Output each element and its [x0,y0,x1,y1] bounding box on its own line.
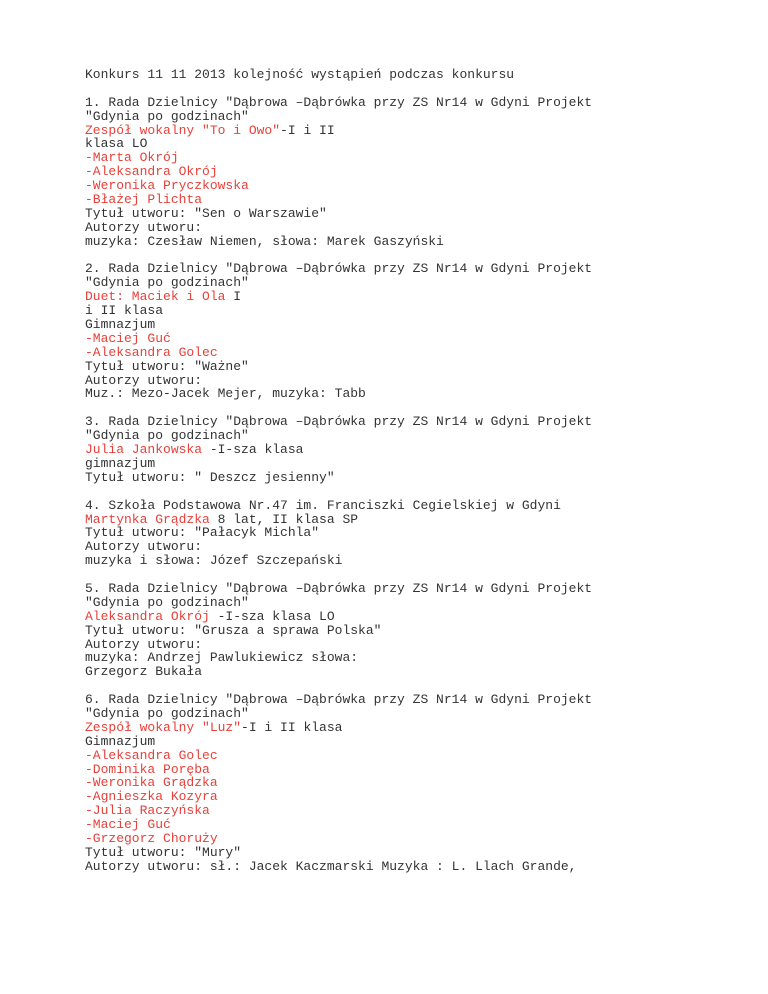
entry-text: Tytuł utworu: "Ważne" [85,358,249,374]
spacer [85,568,755,582]
performer-name: Julia Jankowska [85,442,203,458]
performance-entry [85,582,755,693]
entry-text: 6. Rada Dzielnicy "Dąbrowa –Dąbrówka przy ZS Nr14 w Gdyni Projekt [85,692,593,708]
performer-name: -Weronika Pryczkowska [85,178,249,194]
entry-line [85,276,755,290]
performer-name: Zespół wokalny "To i Owo" [85,122,281,138]
entry-line [85,665,755,679]
entry-text: 2. Rada Dzielnicy "Dąbrowa –Dąbrówka przy ZS Nr14 w Gdyni Projekt [85,261,593,277]
entry-line [85,860,755,874]
performer-name: -Błażej Plichta [85,192,203,208]
entry-line [85,124,755,138]
document-title: Konkurs 11 11 2013 kolejność wystąpień podczas konkursu [85,67,515,82]
entry-line [85,638,755,652]
performer-name: Duet: Maciek i Ola [85,289,226,305]
entry-text: muzyka: Andrzej Pawlukiewicz słowa: [85,650,359,666]
entry-line [85,235,755,249]
entry-text: "Gdynia po godzinach" [85,428,249,444]
entry-text: Tytuł utworu: "Sen o Warszawie" [85,205,327,221]
performance-entry [85,415,755,498]
entry-line [85,818,755,832]
entry-text: "Gdynia po godzinach" [85,705,249,721]
performer-name: -Aleksandra Golec [85,344,218,360]
entry-line [85,610,755,624]
entry-text: Muz.: Mezo-Jacek Mejer, muzyka: Tabb [85,386,366,402]
entry-text: 1. Rada Dzielnicy "Dąbrowa –Dąbrówka przy ZS Nr14 w Gdyni Projekt [85,94,593,110]
entry-text: Autorzy utworu: [85,636,203,652]
entry-text: 5. Rada Dzielnicy "Dąbrowa –Dąbrówka przy ZS Nr14 w Gdyni Projekt [85,580,593,596]
spacer [85,679,755,693]
entry-line [85,582,755,596]
entry-text: gimnazjum [85,455,156,471]
entry-line [85,179,755,193]
entry-text: klasa LO [85,136,148,152]
entry-text: -I-sza klasa LO [209,608,335,624]
entry-text: Autorzy utworu: [85,372,203,388]
entry-line [85,332,755,346]
entry-text: -I i II klasa [241,719,343,735]
entry-line [85,137,755,151]
entry-text: Tytuł utworu: "Grusza a sprawa Polska" [85,622,382,638]
entry-line [85,471,755,485]
entry-line [85,749,755,763]
entry-line [85,346,755,360]
spacer [85,249,755,263]
entry-text: Tytuł utworu: "Mury" [85,844,242,860]
entry-line [85,360,755,374]
entry-text: Grzegorz Bukała [85,664,203,680]
performer-name: -Maciej Guć [85,817,171,833]
document-page [85,68,755,874]
performance-entry [85,499,755,582]
entry-text: "Gdynia po godzinach" [85,108,249,124]
entry-line [85,290,755,304]
entry-line [85,165,755,179]
entry-line [85,96,755,110]
performance-entry [85,693,755,874]
spacer [85,485,755,499]
entry-line [85,151,755,165]
entry-line [85,429,755,443]
entry-line [85,221,755,235]
entry-text: muzyka i słowa: Józef Szczepański [85,553,343,569]
entry-line [85,832,755,846]
entry-line [85,707,755,721]
performer-name: -Aleksandra Okrój [85,164,218,180]
performer-name: -Dominika Poręba [85,761,210,777]
entry-line [85,207,755,221]
performer-name: Zespół wokalny "Luz" [85,719,242,735]
entry-text: Gimnazjum [85,317,156,333]
entry-line [85,457,755,471]
spacer [85,401,755,415]
entry-line [85,499,755,513]
performance-entry [85,96,755,263]
entry-line [85,193,755,207]
performer-name: Aleksandra Okrój [85,608,210,624]
entry-line [85,776,755,790]
performer-name: -Maciej Guć [85,330,171,346]
entry-line [85,415,755,429]
entry-line [85,540,755,554]
entry-text: 3. Rada Dzielnicy "Dąbrowa –Dąbrówka przy ZS Nr14 w Gdyni Projekt [85,414,593,430]
entry-line [85,735,755,749]
entry-line [85,763,755,777]
entry-line [85,526,755,540]
entry-line [85,596,755,610]
entry-line [85,513,755,527]
entry-text: muzyka: Czesław Niemen, słowa: Marek Gaszyński [85,233,444,249]
entry-line [85,554,755,568]
entry-line [85,374,755,388]
entry-line [85,624,755,638]
entry-text: i II klasa [85,303,164,319]
performer-name: Martynka Grądzka [85,511,210,527]
performer-name: -Agnieszka Kozyra [85,789,218,805]
entry-text: Gimnazjum [85,733,156,749]
entry-text: -I-sza klasa [202,442,304,458]
entry-text: Autorzy utworu: [85,539,203,555]
entry-line [85,262,755,276]
entry-line [85,846,755,860]
performer-name: -Aleksandra Golec [85,747,218,763]
entry-text: Tytuł utworu: "Pałacyk Michla" [85,525,320,541]
entry-text: "Gdynia po godzinach" [85,275,249,291]
entry-text: Tytuł utworu: " Deszcz jesienny" [85,469,335,485]
entry-text: 4. Szkoła Podstawowa Nr.47 im. Franciszki Cegielskiej w Gdyni [85,497,561,513]
entry-text: -I i II [280,122,335,138]
entry-text: "Gdynia po godzinach" [85,594,249,610]
entry-text: Autorzy utworu: [85,219,203,235]
entry-text: Autorzy utworu: sł.: Jacek Kaczmarski Muzyka : L. Llach Grande, [85,858,577,874]
entry-line [85,304,755,318]
entry-line [85,387,755,401]
entry-line [85,651,755,665]
entry-line [85,443,755,457]
performer-name: -Marta Okrój [85,150,179,166]
entry-line [85,318,755,332]
spacer [85,82,755,96]
performer-name: -Grzegorz Choruży [85,830,218,846]
entry-text: I [225,289,242,305]
entry-line [85,804,755,818]
entry-list [85,96,755,874]
performer-name: -Julia Raczyńska [85,803,210,819]
performance-entry [85,262,755,415]
entry-line [85,790,755,804]
entry-line [85,693,755,707]
entry-text: 8 lat, II klasa SP [209,511,359,527]
entry-line [85,110,755,124]
entry-line [85,721,755,735]
performer-name: -Weronika Grądzka [85,775,218,791]
